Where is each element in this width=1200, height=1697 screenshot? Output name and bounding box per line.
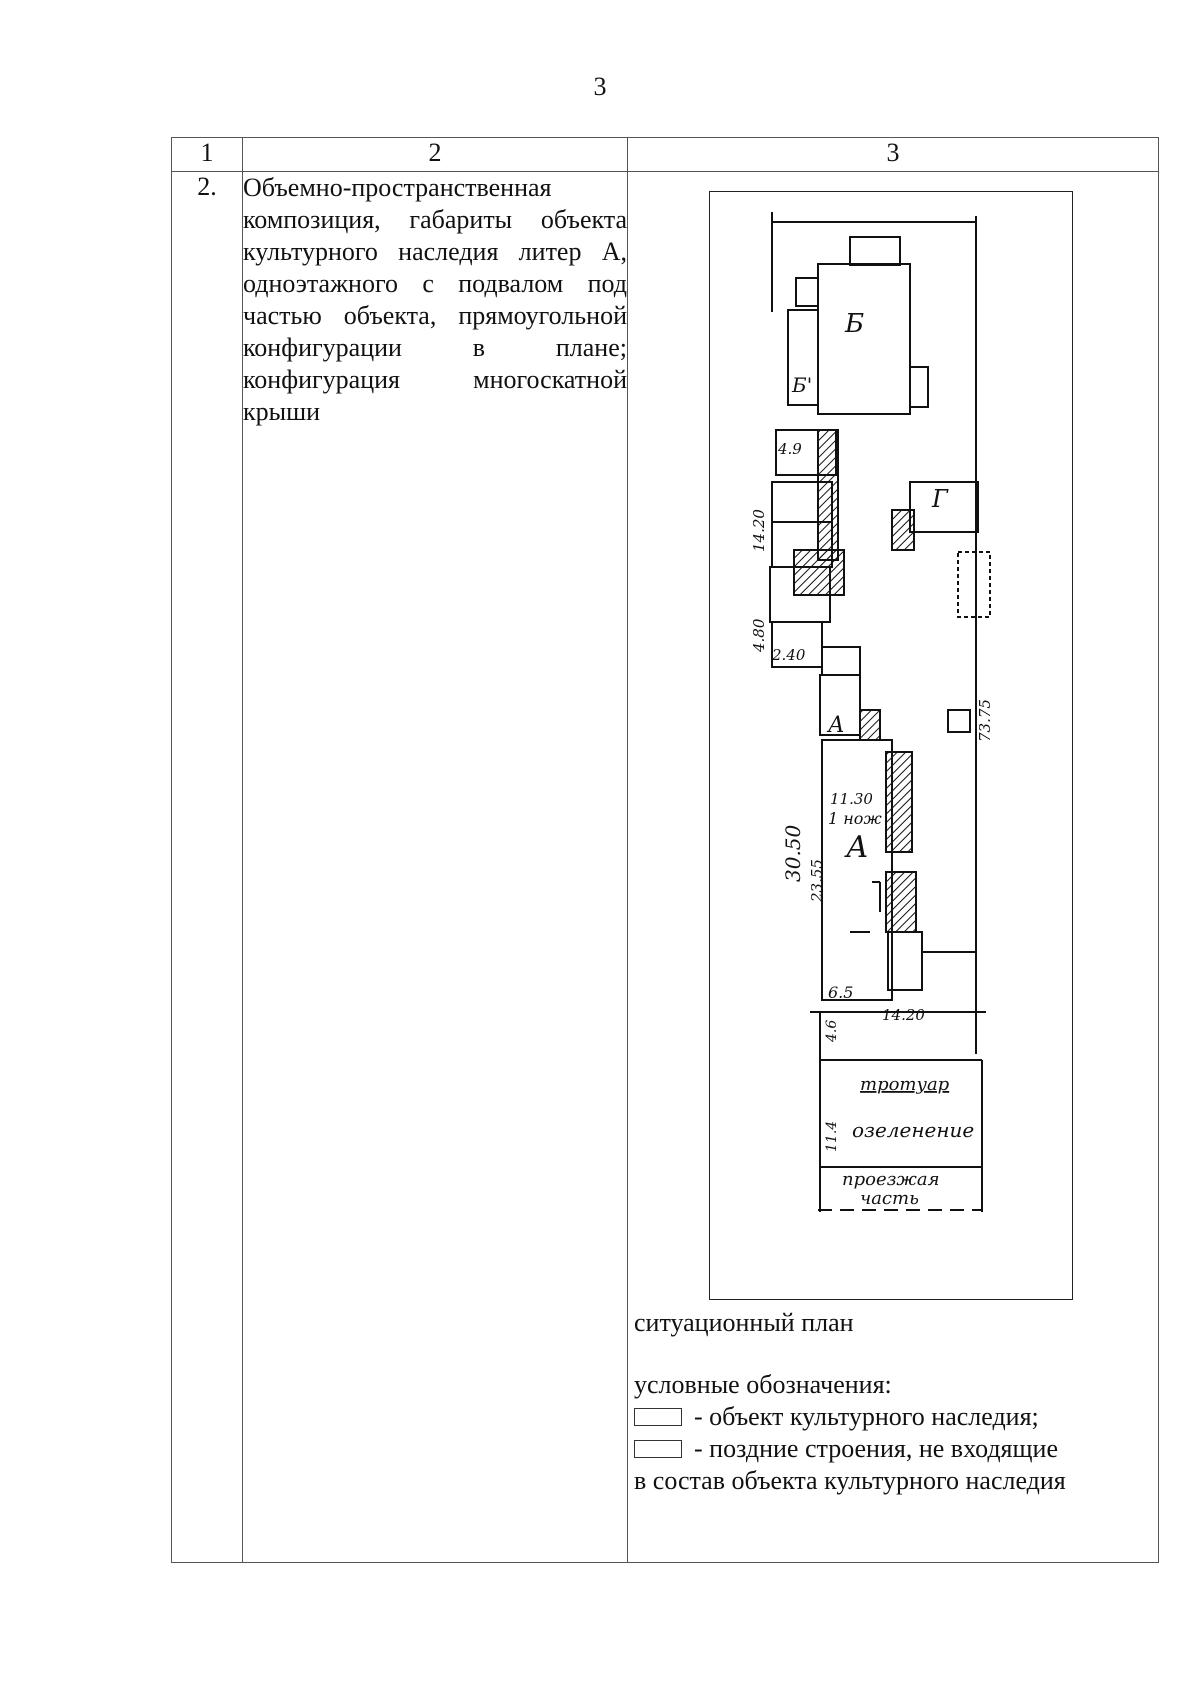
- dim-1420-left: 14.20: [750, 509, 768, 552]
- legend-item-later-buildings: [634, 1434, 1158, 1464]
- dim-114: 11.4: [824, 1120, 840, 1152]
- row-number: 2.: [172, 172, 243, 1563]
- legend-swatch-later: [634, 1440, 682, 1458]
- row-description: Объемно-пространственная композиция, габариты объекта культурного наследия литер А, одноэтажного с подвалом под частью объекта, прямоугольной конфигурации в плане; конфигурация многоскатной крыши: [243, 172, 628, 1563]
- liter-a-label: А: [846, 830, 869, 865]
- dim-480: 4.80: [750, 618, 768, 652]
- situational-plan-drawing: [710, 192, 1072, 1298]
- liter-b-label: Б: [845, 309, 865, 339]
- floor-label: 1 нож: [828, 809, 882, 828]
- legend-item-label: - поздние строения, не входящие: [694, 1434, 1058, 1463]
- ozelenenie-label: озеленение: [852, 1118, 975, 1142]
- trotuar-label: тротуар: [860, 1074, 950, 1095]
- dim-49: 4.9: [778, 440, 802, 458]
- legend-title: условные обозначения:: [634, 1370, 892, 1399]
- plan-cell: [628, 172, 1159, 1563]
- proezzhaya-label-1: проезжая: [842, 1169, 940, 1190]
- liter-g-label: Г: [932, 485, 948, 513]
- dim-65: 6.5: [828, 983, 854, 1002]
- dim-2355: 23.55: [808, 859, 826, 902]
- legend-item-label: - объект культурного наследия;: [694, 1402, 1039, 1431]
- legend-swatch-heritage: [634, 1408, 682, 1426]
- liter-b1-label: Б': [792, 373, 813, 397]
- proezzhaya-label-2: часть: [860, 1188, 919, 1209]
- legend-item-heritage: [634, 1402, 1158, 1432]
- plan-caption: ситуационный план: [634, 1308, 854, 1337]
- dim-3050: 30.50: [781, 824, 805, 882]
- dim-46: 4.6: [824, 1019, 840, 1042]
- header-col-3: 3: [628, 138, 1159, 172]
- dim-1420: 14.20: [882, 1006, 925, 1024]
- document-table: [171, 137, 1159, 1563]
- page-number: 3: [593, 72, 607, 101]
- dim-1130: 11.30: [830, 790, 873, 808]
- table-row: [172, 172, 1159, 1563]
- table-header-row: [172, 138, 1159, 172]
- legend-continuation: в состав объекта культурного наследия: [634, 1466, 1066, 1495]
- liter-a-small-label: А: [828, 713, 845, 738]
- situational-plan-figure: [709, 191, 1073, 1300]
- header-col-1: 1: [172, 138, 243, 172]
- dim-240: 2.40: [772, 646, 806, 664]
- dim-7375: 73.75: [976, 699, 994, 742]
- header-col-2: 2: [243, 138, 628, 172]
